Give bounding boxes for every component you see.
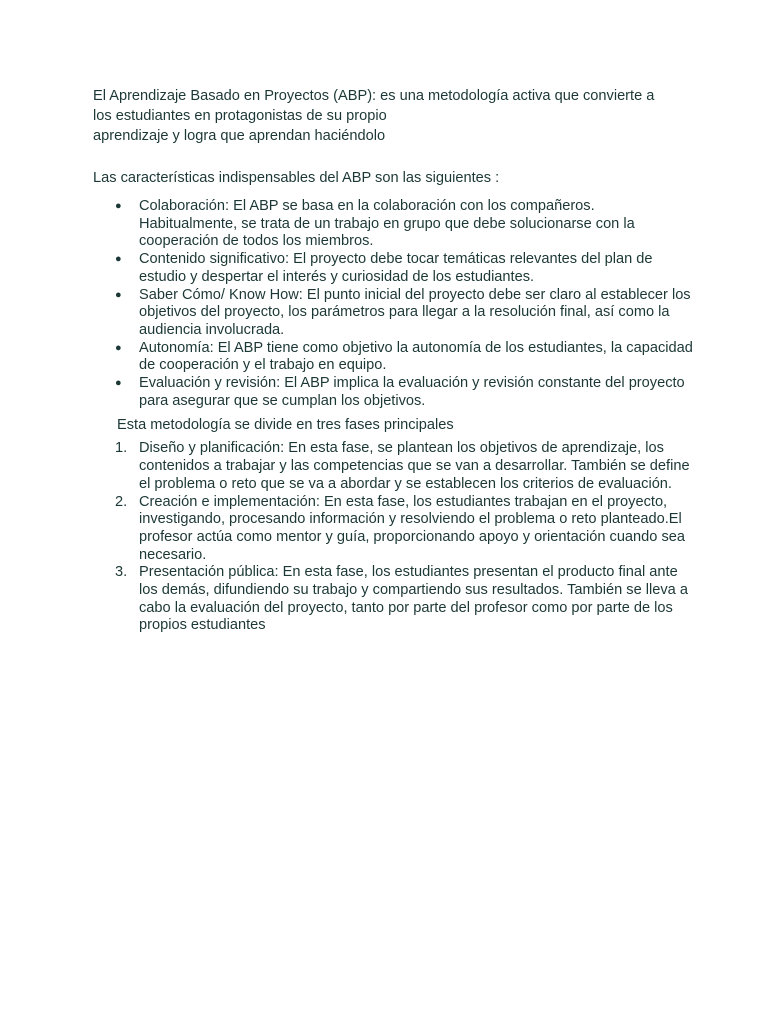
list-item-text: Autonomía: El ABP tiene como objetivo la autonomía de los estudiantes, la capacidad de cooperación y el trabajo en equipo.	[139, 339, 693, 374]
list-item-text: Contenido significativo: El proyecto debe tocar temáticas relevantes del plan de estudio y despertar el interés y curiosidad de los estudiantes.	[139, 251, 653, 285]
bullet-icon: ●	[115, 288, 122, 301]
list-number: 3.	[115, 564, 128, 581]
list-item	[93, 375, 693, 410]
list-item	[93, 198, 693, 251]
document-body	[93, 86, 693, 635]
bullet-icon: ●	[115, 200, 122, 212]
characteristics-lead: Las características indispensables del ABP son las siguientes :	[93, 170, 500, 186]
list-number: 1.	[115, 440, 128, 457]
bullet-icon: ●	[115, 253, 122, 266]
list-item	[93, 494, 693, 565]
list-item-text: Presentación pública: En esta fase, los estudiantes presentan el producto final ante los demás, difundiendo su trabajo y compartiendo sus resultados. También se lleva a cabo la evaluación del proyecto, tanto por parte del profesor como por parte de los propios estudiantes	[139, 564, 688, 634]
bullet-icon: ●	[115, 377, 122, 390]
bullet-icon: ●	[115, 341, 122, 354]
list-item-text: Saber Cómo/ Know How: El punto inicial del proyecto debe ser claro al establecer los objetivos del proyecto, los parámetros para llegar a la resolución final, así como la audiencia involucrada.	[139, 286, 691, 338]
list-item-text: Colaboración: El ABP se basa en la colaboración con los compañeros. Habitualmente, se trata de un trabajo en grupo que debe solucionarse con la cooperación de todos los miembros.	[139, 198, 635, 250]
list-item	[93, 564, 693, 635]
list-item	[93, 340, 693, 375]
intro-line: los estudiantes en protagonistas de su propio	[93, 108, 387, 124]
list-item-text: Diseño y planificación: En esta fase, se plantean los objetivos de aprendizaje, los contenidos a trabajar y las competencias que se van a desarrollar. También se define el problema o reto que se va a abordar y se establecen los criterios de evaluación.	[139, 440, 690, 492]
list-item-text: Evaluación y revisión: El ABP implica la evaluación y revisión constante del proyecto para asegurar que se cumplan los objetivos.	[139, 375, 685, 409]
list-item	[93, 251, 693, 286]
list-item-text: Creación e implementación: En esta fase, los estudiantes trabajan en el proyecto, investigando, procesando información y resolviendo el problema o reto planteado.El profesor actúa como mentor y guía, proporcionando apoyo y orientación cuando sea necesario.	[139, 493, 685, 563]
intro-line: El Aprendizaje Basado en Proyectos (ABP): es una metodología activa que convierte a	[93, 88, 655, 104]
intro-paragraph	[93, 86, 693, 146]
list-item	[93, 287, 693, 340]
list-number: 2.	[115, 493, 128, 510]
intro-line: aprendizaje y logra que aprendan haciéndolo	[93, 128, 386, 144]
phases-list	[93, 440, 693, 635]
phases-title: Esta metodología se divide en tres fases principales	[117, 417, 454, 434]
list-item	[93, 440, 693, 493]
characteristics-list	[93, 198, 693, 410]
